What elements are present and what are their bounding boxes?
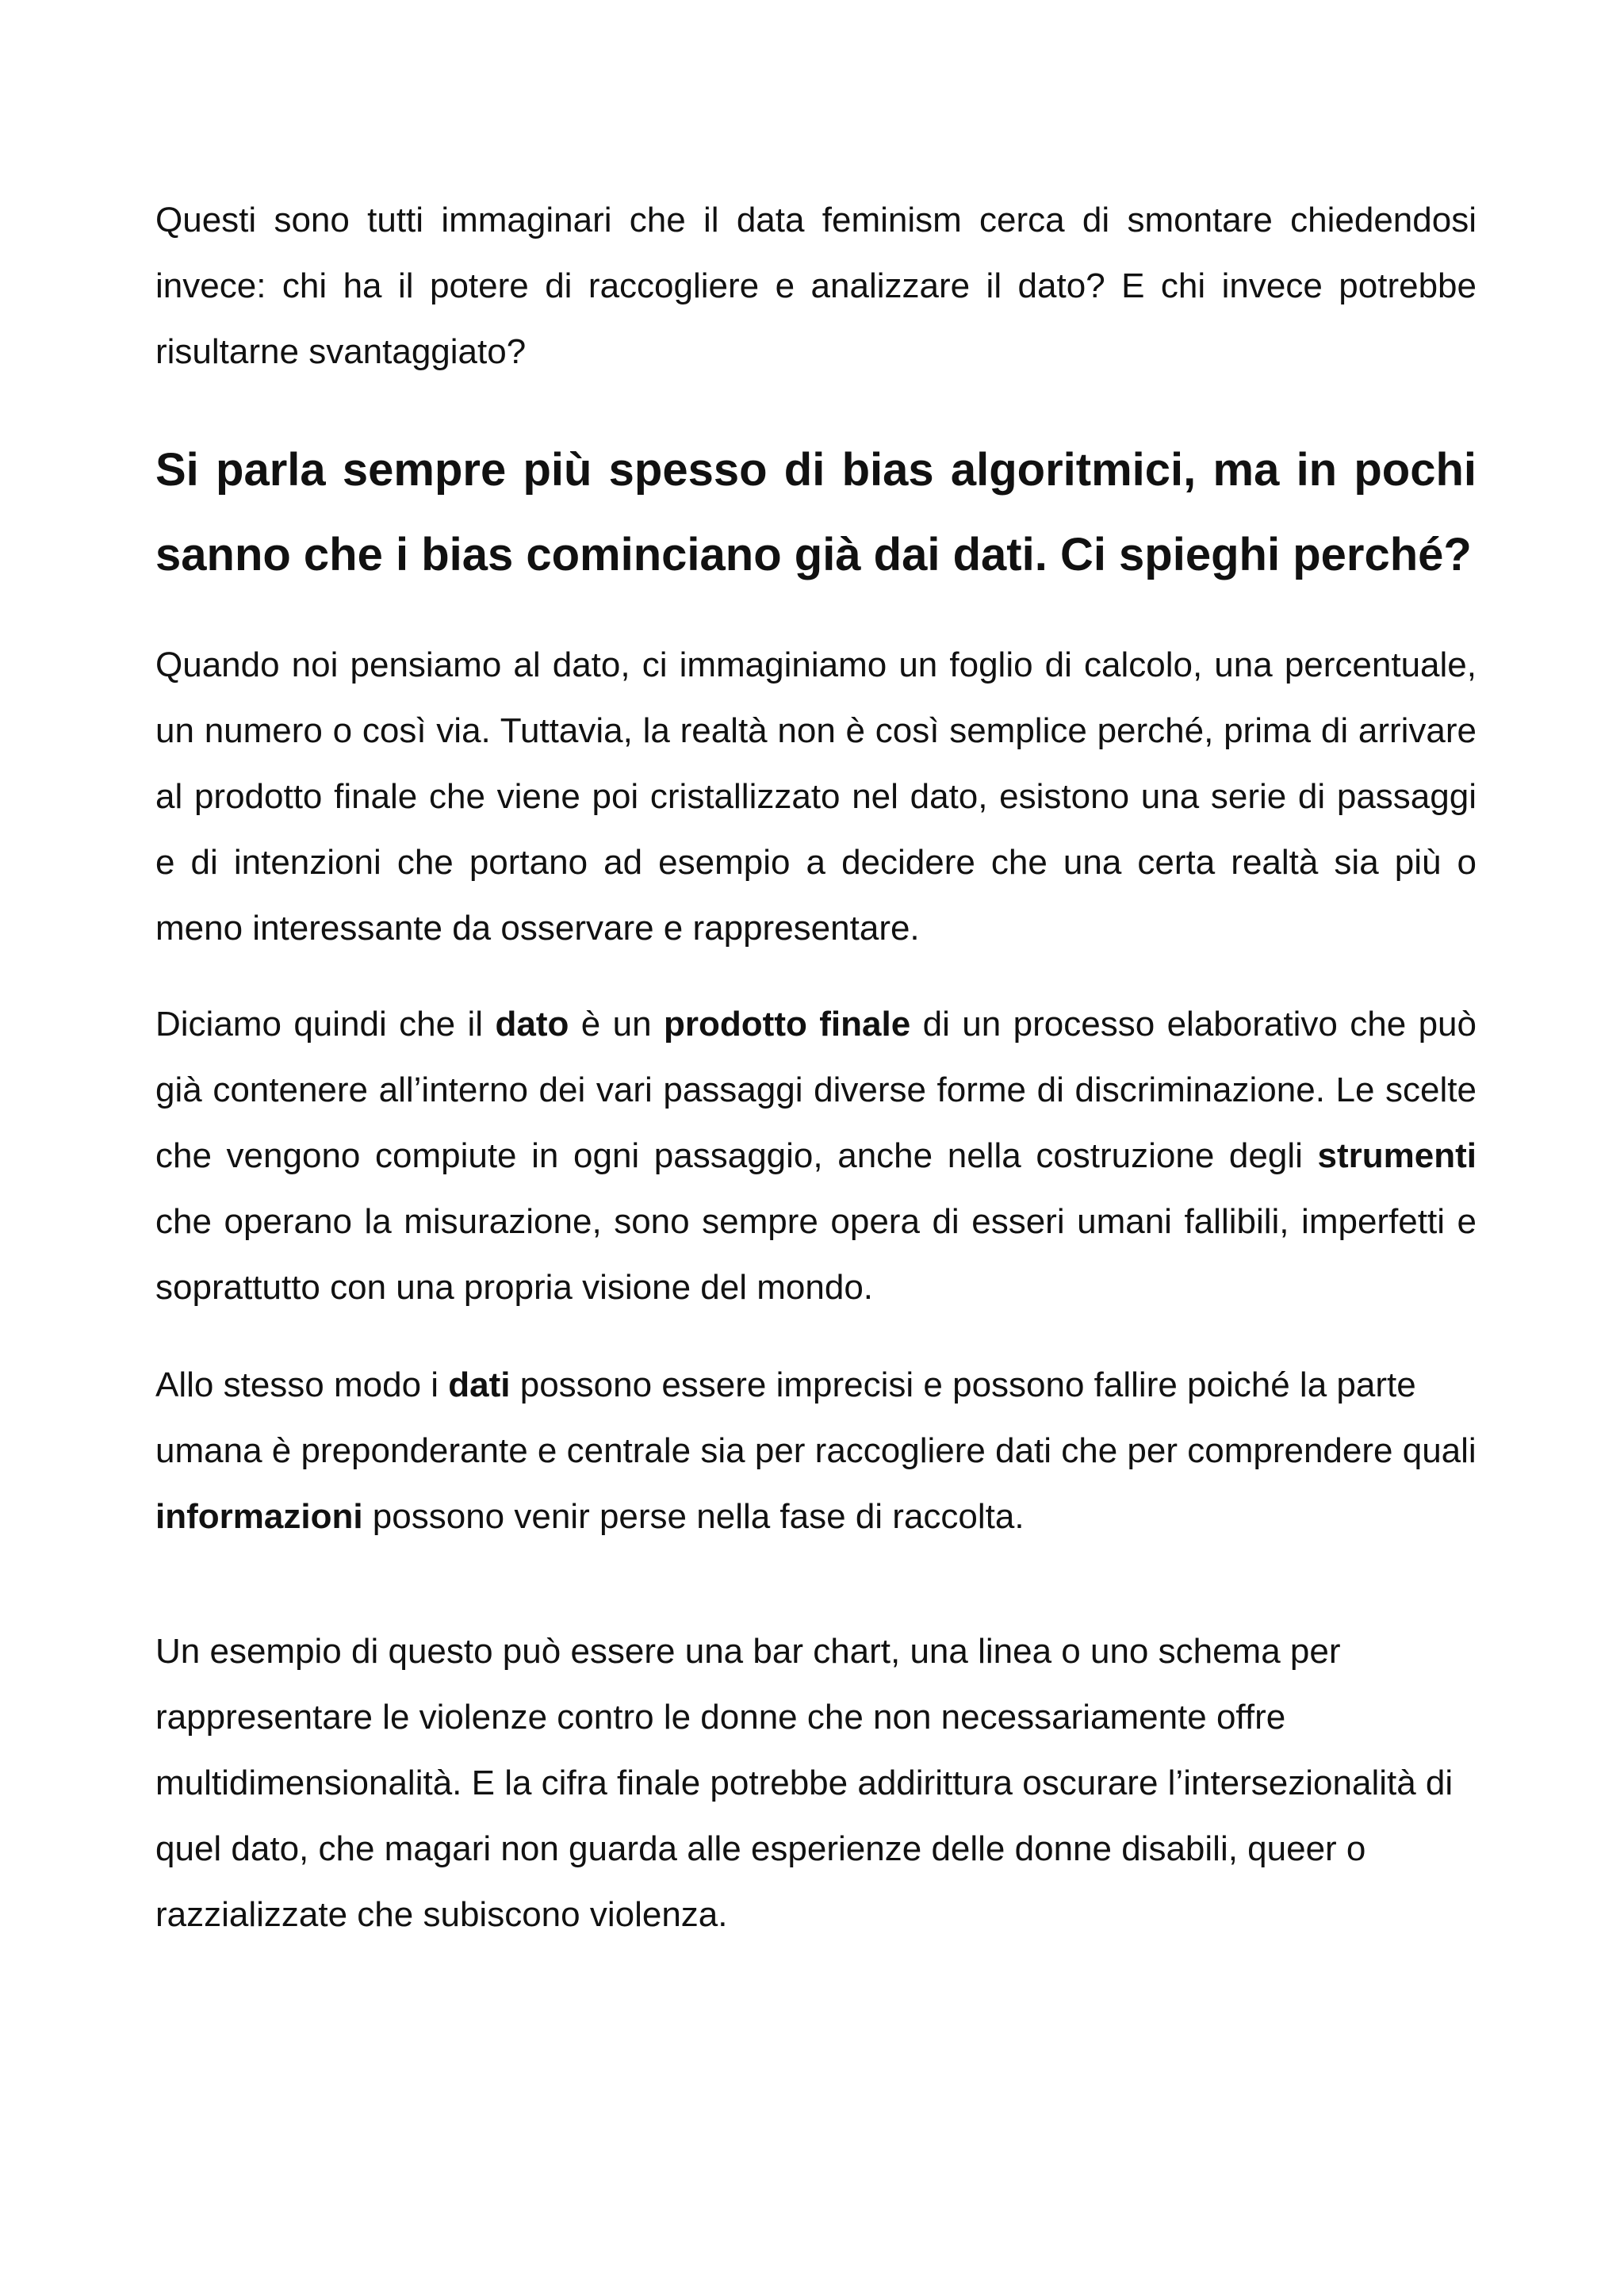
text-run: Allo stesso modo i [155,1365,449,1404]
paragraph-imprecise-data [155,1352,1477,1549]
paragraph-data-concept: Quando noi pensiamo al dato, ci immaginiamo un foglio di calcolo, una percentuale, un numero o così via. Tuttavia, la realtà non è così semplice perché, prima di arrivare al prodotto finale che viene poi cristallizzato nel dato, esistono una serie di passaggi e di intenzioni che portano ad esempio a decidere che una certa realtà sia più o meno interessante da osservare e rappresentare. [155,645,1477,948]
section-heading: Si parla sempre più spesso di bias algoritmici, ma in pochi sanno che i bias cominciano già dai dati. Ci spieghi perché? [155,444,1477,580]
bold-term-dato: dato [495,1005,569,1044]
bold-term-dati: dati [448,1365,511,1404]
bold-term-strumenti: strumenti [1317,1136,1477,1175]
paragraph-final-product [155,991,1477,1320]
document-page [155,187,1477,1947]
bold-term-prodotto-finale: prodotto finale [664,1005,911,1044]
text-run: possono essere imprecisi e possono fallire poiché la parte umana è preponderante e centrale sia per raccogliere dati che per comprendere quali [155,1365,1477,1470]
text-run: Diciamo quindi che il [155,1005,496,1044]
text-run: di un processo elaborativo che può già contenere all’interno dei vari passaggi diverse forme di discriminazione. Le scelte che vengono compiute in ogni passaggio, anche nella costruzione degli [155,1005,1477,1175]
text-run: è un [569,1005,665,1044]
text-run: possono venir perse nella fase di raccolta. [362,1497,1025,1536]
bold-term-informazioni: informazioni [155,1497,363,1536]
text-run: che operano la misurazione, sono sempre opera di esseri umani fallibili, imperfetti e soprattutto con una propria visione del mondo. [155,1202,1477,1307]
paragraph-intro: Questi sono tutti immaginari che il data feminism cerca di smontare chiedendosi invece: chi ha il potere di raccogliere e analizzare il dato? E chi invece potrebbe risultarne svantaggiato? [155,201,1477,371]
paragraph-example: Un esempio di questo può essere una bar chart, una linea o uno schema per rappresentare le violenze contro le donne che non necessariamente offre multidimensionalità. E la cifra finale potrebbe addirittura oscurare l’intersezionalità di quel dato, che magari non guarda alle esperienze delle donne disabili, queer o razzializzate che subiscono violenza. [155,1632,1454,1934]
